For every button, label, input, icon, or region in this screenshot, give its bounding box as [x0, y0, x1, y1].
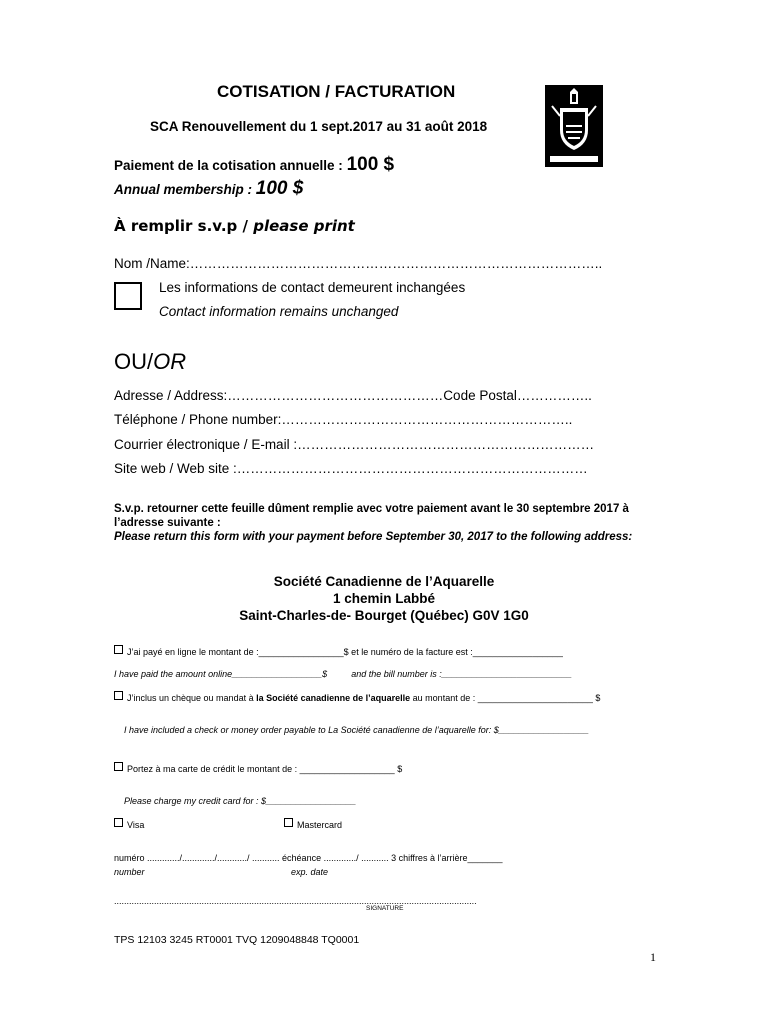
website-field[interactable]: Site web / Web site :…………………………………………………………………… — [114, 461, 588, 476]
phone-field[interactable]: Téléphone / Phone number:……………………………………………………….. — [114, 412, 573, 427]
cheque-en: I have included a check or money order payable to La Société canadienne de l’aquarelle for: $__________________ — [124, 725, 589, 735]
page-number: 1 — [650, 950, 656, 964]
signature-line[interactable]: ................................................................................................................................................. — [114, 896, 477, 906]
exp-date-label-en: exp. date — [291, 867, 329, 877]
or-heading: OU/OR — [114, 349, 187, 374]
print-instruction: À remplir s.v.p / please print — [114, 217, 355, 235]
email-field[interactable]: Courrier électronique / E-mail :………………………………………………………… — [114, 437, 595, 452]
address-field[interactable]: Adresse / Address:…………………………………………Code Postal…………….. — [114, 388, 592, 403]
card-number-label-en: number — [114, 867, 145, 877]
credit-card-option: Portez à ma carte de crédit le montant de : ___________________ $ — [114, 762, 402, 774]
return-notice-en: Please return this form with your payment before September 30, 2017 to the following address: — [114, 531, 633, 543]
mailing-address-org: Société Canadienne de l’Aquarelle — [273, 574, 495, 589]
contact-unchanged-label-en: Contact information remains unchanged — [159, 304, 399, 319]
card-number-line[interactable]: numéro ............./............./............/ ........... échéance ............./ ........... 3 chiffres à l’arrière_______ — [114, 853, 503, 863]
visa-checkbox[interactable] — [114, 818, 123, 827]
annual-fee-fr: Paiement de la cotisation annuelle : 100 $ — [114, 154, 395, 175]
credit-card-checkbox[interactable] — [114, 762, 123, 771]
society-crest-logo — [545, 85, 603, 167]
name-field[interactable]: Nom /Name:……………………………………………………………………………….. — [114, 256, 603, 271]
page-title: COTISATION / FACTURATION — [217, 82, 456, 101]
return-notice-fr: S.v.p. retourner cette feuille dûment remplie avec votre paiement avant le 30 septembre 2017 à l’adresse suivante : — [114, 503, 629, 529]
contact-unchanged-label-fr: Les informations de contact demeurent inchangées — [159, 280, 466, 295]
visa-option: Visa — [114, 818, 144, 830]
pay-online-en: I have paid the amount online__________________$ and the bill number is :__________________________ — [114, 669, 572, 679]
tax-numbers: TPS 12103 3245 RT0001 TVQ 1209048848 TQ0001 — [114, 934, 360, 946]
mailing-address-street: 1 chemin Labbé — [332, 591, 436, 606]
renewal-period: SCA Renouvellement du 1 sept.2017 au 31 août 2018 — [150, 119, 488, 134]
pay-online-option: J’ai payé en ligne le montant de :_________________$ et le numéro de la facture est :__________________ — [114, 645, 563, 657]
cheque-checkbox[interactable] — [114, 691, 123, 700]
return-notice — [114, 502, 654, 544]
mastercard-option: Mastercard — [284, 818, 342, 830]
pay-online-checkbox[interactable] — [114, 645, 123, 654]
mailing-address-city: Saint-Charles-de- Bourget (Québec) G0V 1G0 — [239, 608, 529, 623]
annual-fee-en: Annual membership : 100 $ — [114, 178, 304, 199]
mastercard-checkbox[interactable] — [284, 818, 293, 827]
credit-card-en: Please charge my credit card for : $__________________ — [124, 796, 357, 806]
contact-unchanged-checkbox[interactable] — [114, 282, 142, 310]
signature-label: SIGNATURE — [366, 905, 404, 912]
cheque-option: J’inclus un chèque ou mandat à la Société canadienne de l’aquarelle au montant de : _______________________ $ — [114, 691, 600, 703]
